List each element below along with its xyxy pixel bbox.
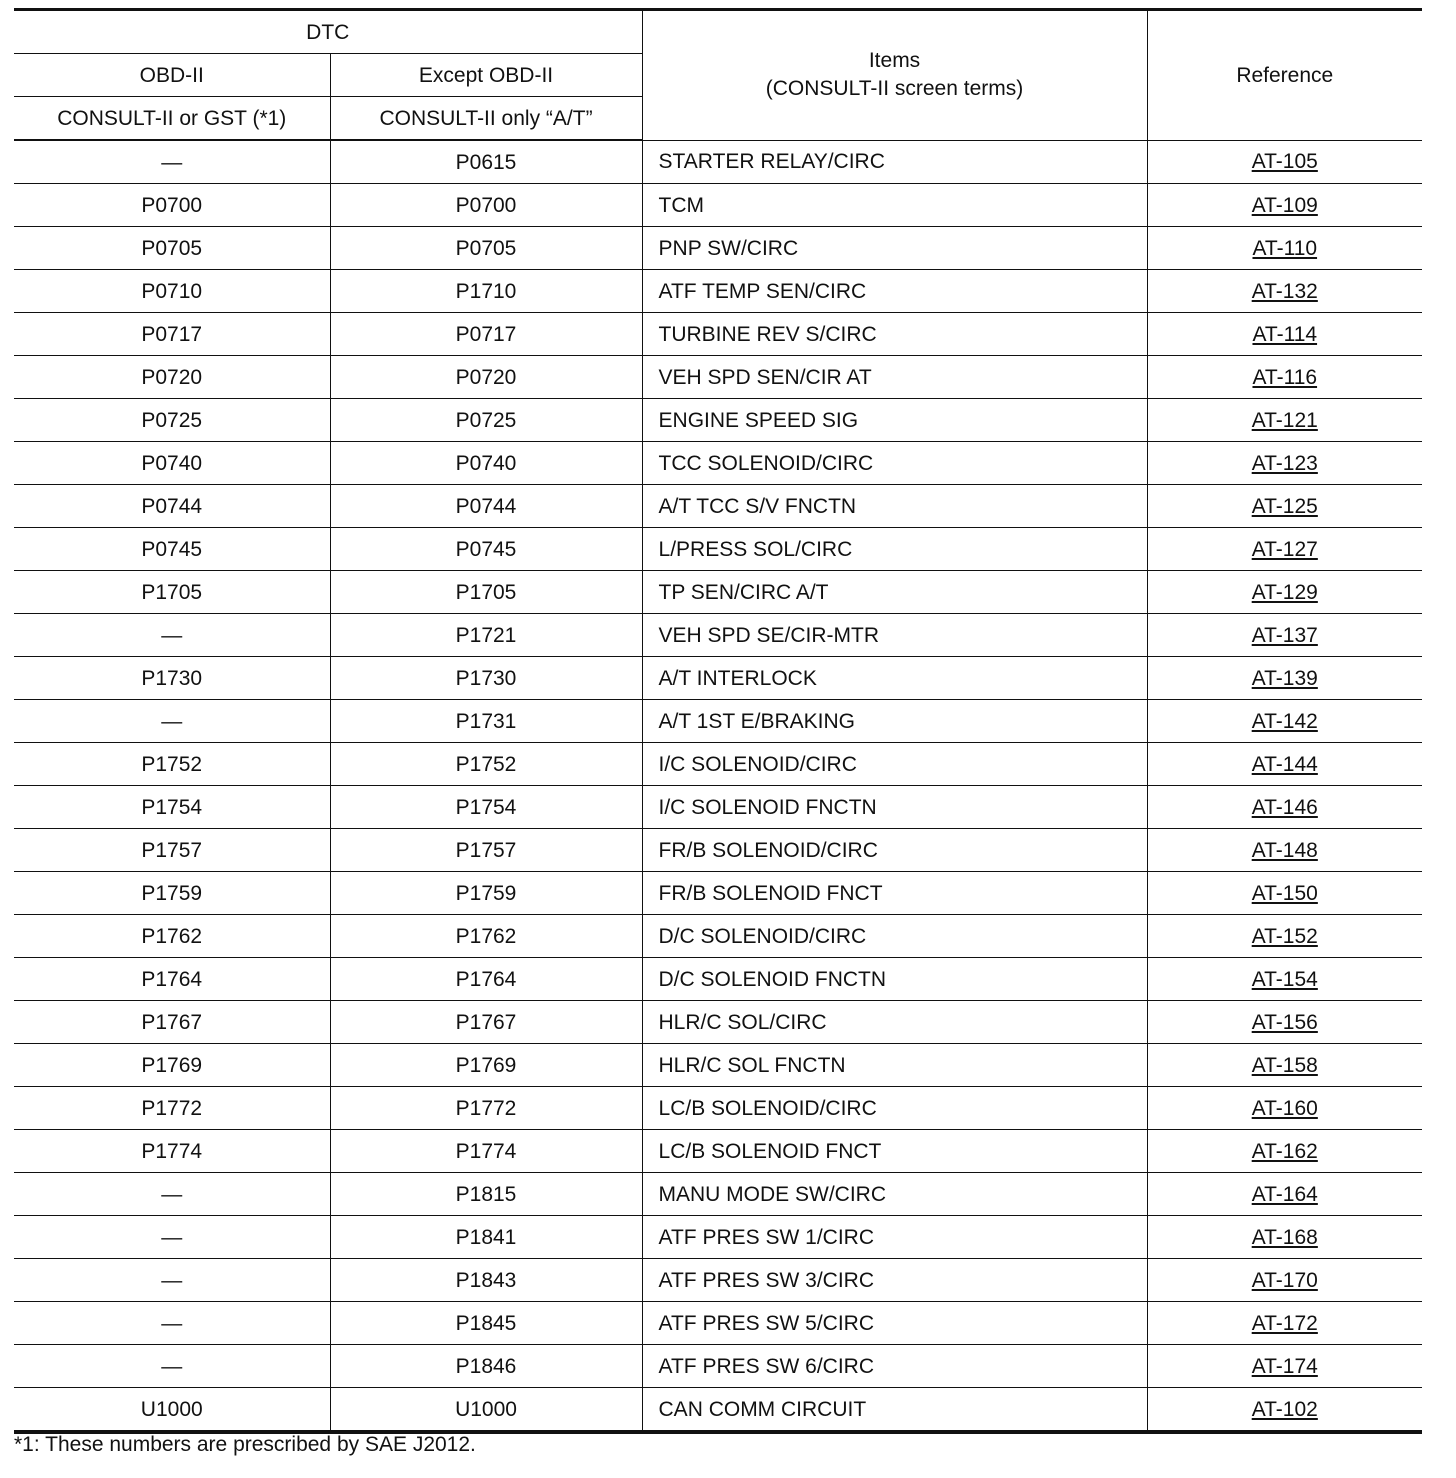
cell-item: HLR/C SOL FNCTN <box>642 1044 1147 1087</box>
cell-reference <box>1147 1087 1422 1130</box>
cell-item: FR/B SOLENOID/CIRC <box>642 829 1147 872</box>
table-row <box>14 1087 1422 1130</box>
table-row <box>14 614 1422 657</box>
reference-link[interactable]: AT-127 <box>1251 537 1318 561</box>
cell-reference <box>1147 700 1422 743</box>
cell-item: ATF TEMP SEN/CIRC <box>642 270 1147 313</box>
cell-obd-dtc: P0745 <box>14 528 330 571</box>
cell-item: TURBINE REV S/CIRC <box>642 313 1147 356</box>
cell-reference <box>1147 1388 1422 1433</box>
cell-except-obd-dtc: P1721 <box>330 614 642 657</box>
cell-obd-dtc: P1757 <box>14 829 330 872</box>
header-items <box>642 10 1147 141</box>
table-row <box>14 140 1422 184</box>
cell-item: TCM <box>642 184 1147 227</box>
cell-item: VEH SPD SEN/CIR AT <box>642 356 1147 399</box>
header-consult-or-gst: CONSULT-II or GST (*1) <box>14 97 330 141</box>
cell-except-obd-dtc: P0740 <box>330 442 642 485</box>
cell-except-obd-dtc: P1762 <box>330 915 642 958</box>
cell-obd-dtc: P0744 <box>14 485 330 528</box>
cell-except-obd-dtc: P0615 <box>330 140 642 184</box>
table-row <box>14 399 1422 442</box>
cell-obd-dtc: P1762 <box>14 915 330 958</box>
cell-obd-dtc: P0710 <box>14 270 330 313</box>
table-row <box>14 915 1422 958</box>
cell-except-obd-dtc: P0717 <box>330 313 642 356</box>
header-obd-ii: OBD-II <box>14 54 330 97</box>
cell-item: LC/B SOLENOID/CIRC <box>642 1087 1147 1130</box>
cell-except-obd-dtc: P1769 <box>330 1044 642 1087</box>
cell-except-obd-dtc: P1752 <box>330 743 642 786</box>
cell-obd-dtc: — <box>14 1259 330 1302</box>
cell-item: L/PRESS SOL/CIRC <box>642 528 1147 571</box>
cell-reference <box>1147 184 1422 227</box>
table-row <box>14 528 1422 571</box>
header-items-subtitle: (CONSULT-II screen terms) <box>765 77 1024 101</box>
cell-obd-dtc: P1752 <box>14 743 330 786</box>
cell-except-obd-dtc: P1730 <box>330 657 642 700</box>
cell-reference <box>1147 1216 1422 1259</box>
cell-reference <box>1147 485 1422 528</box>
cell-reference <box>1147 140 1422 184</box>
cell-item: I/C SOLENOID FNCTN <box>642 786 1147 829</box>
reference-link[interactable]: AT-146 <box>1251 795 1318 819</box>
cell-reference <box>1147 1044 1422 1087</box>
cell-except-obd-dtc: P1845 <box>330 1302 642 1345</box>
reference-link[interactable]: AT-139 <box>1251 666 1318 690</box>
cell-item: D/C SOLENOID/CIRC <box>642 915 1147 958</box>
table-row <box>14 485 1422 528</box>
cell-except-obd-dtc: P0720 <box>330 356 642 399</box>
cell-except-obd-dtc: P1774 <box>330 1130 642 1173</box>
reference-link[interactable]: AT-164 <box>1251 1182 1318 1206</box>
reference-link[interactable]: AT-142 <box>1251 709 1318 733</box>
table-row <box>14 829 1422 872</box>
cell-item: ENGINE SPEED SIG <box>642 399 1147 442</box>
header-reference: Reference <box>1147 10 1422 141</box>
cell-reference <box>1147 270 1422 313</box>
cell-obd-dtc: — <box>14 1345 330 1388</box>
cell-reference <box>1147 786 1422 829</box>
cell-item: ATF PRES SW 6/CIRC <box>642 1345 1147 1388</box>
cell-obd-dtc: P1769 <box>14 1044 330 1087</box>
reference-link[interactable]: AT-150 <box>1251 881 1318 905</box>
reference-link[interactable]: AT-148 <box>1251 838 1318 862</box>
cell-reference <box>1147 1302 1422 1345</box>
table-row <box>14 786 1422 829</box>
cell-item: VEH SPD SE/CIR-MTR <box>642 614 1147 657</box>
cell-reference <box>1147 571 1422 614</box>
table-row <box>14 184 1422 227</box>
cell-item: TCC SOLENOID/CIRC <box>642 442 1147 485</box>
reference-link[interactable]: AT-144 <box>1251 752 1318 776</box>
cell-except-obd-dtc: P1759 <box>330 872 642 915</box>
table-row <box>14 1216 1422 1259</box>
cell-reference <box>1147 356 1422 399</box>
table-row <box>14 442 1422 485</box>
table-row <box>14 700 1422 743</box>
reference-link[interactable]: AT-137 <box>1251 623 1318 647</box>
cell-obd-dtc: P1772 <box>14 1087 330 1130</box>
cell-item: FR/B SOLENOID FNCT <box>642 872 1147 915</box>
cell-reference <box>1147 227 1422 270</box>
cell-reference <box>1147 442 1422 485</box>
cell-item: PNP SW/CIRC <box>642 227 1147 270</box>
cell-reference <box>1147 1001 1422 1044</box>
cell-item: STARTER RELAY/CIRC <box>642 140 1147 184</box>
cell-obd-dtc: — <box>14 700 330 743</box>
cell-obd-dtc: — <box>14 1216 330 1259</box>
cell-obd-dtc: — <box>14 1302 330 1345</box>
cell-reference <box>1147 1130 1422 1173</box>
cell-item: CAN COMM CIRCUIT <box>642 1388 1147 1433</box>
cell-obd-dtc: U1000 <box>14 1388 330 1433</box>
cell-except-obd-dtc: P0745 <box>330 528 642 571</box>
reference-link[interactable]: AT-172 <box>1251 1311 1318 1335</box>
table-row <box>14 743 1422 786</box>
cell-item: A/T INTERLOCK <box>642 657 1147 700</box>
cell-obd-dtc: P0725 <box>14 399 330 442</box>
cell-item: A/T TCC S/V FNCTN <box>642 485 1147 528</box>
cell-reference <box>1147 528 1422 571</box>
cell-item: LC/B SOLENOID FNCT <box>642 1130 1147 1173</box>
cell-except-obd-dtc: P1731 <box>330 700 642 743</box>
reference-link[interactable]: AT-105 <box>1251 150 1318 174</box>
cell-reference <box>1147 958 1422 1001</box>
cell-except-obd-dtc: P0705 <box>330 227 642 270</box>
reference-link[interactable]: AT-174 <box>1251 1354 1318 1378</box>
table-row <box>14 571 1422 614</box>
dtc-table <box>14 8 1422 1434</box>
cell-obd-dtc: P1705 <box>14 571 330 614</box>
cell-except-obd-dtc: P1815 <box>330 1173 642 1216</box>
cell-obd-dtc: P0700 <box>14 184 330 227</box>
table-row <box>14 657 1422 700</box>
cell-obd-dtc: — <box>14 1173 330 1216</box>
reference-link[interactable]: AT-109 <box>1251 193 1318 217</box>
cell-obd-dtc: P0740 <box>14 442 330 485</box>
header-except-obd-ii: Except OBD-II <box>330 54 642 97</box>
cell-except-obd-dtc: P1846 <box>330 1345 642 1388</box>
reference-link[interactable]: AT-123 <box>1251 451 1318 475</box>
cell-item: ATF PRES SW 3/CIRC <box>642 1259 1147 1302</box>
reference-link[interactable]: AT-121 <box>1251 408 1318 432</box>
reference-link[interactable]: AT-162 <box>1251 1139 1318 1163</box>
reference-link[interactable]: AT-116 <box>1252 365 1318 389</box>
cell-reference <box>1147 829 1422 872</box>
table-row <box>14 1345 1422 1388</box>
cell-except-obd-dtc: P1710 <box>330 270 642 313</box>
cell-reference <box>1147 657 1422 700</box>
cell-except-obd-dtc: P1764 <box>330 958 642 1001</box>
dtc-table-body <box>14 140 1422 1432</box>
cell-item: TP SEN/CIRC A/T <box>642 571 1147 614</box>
cell-obd-dtc: P1774 <box>14 1130 330 1173</box>
reference-link[interactable]: AT-110 <box>1252 236 1318 260</box>
cell-except-obd-dtc: P1754 <box>330 786 642 829</box>
reference-link[interactable]: AT-129 <box>1251 580 1318 604</box>
cell-except-obd-dtc: P1772 <box>330 1087 642 1130</box>
cell-reference <box>1147 399 1422 442</box>
cell-except-obd-dtc: P1841 <box>330 1216 642 1259</box>
header-consult-only: CONSULT-II only “A/T” <box>330 97 642 141</box>
reference-link[interactable]: AT-114 <box>1252 322 1318 346</box>
cell-except-obd-dtc: U1000 <box>330 1388 642 1433</box>
cell-except-obd-dtc: P1757 <box>330 829 642 872</box>
cell-obd-dtc: P1764 <box>14 958 330 1001</box>
table-row <box>14 1044 1422 1087</box>
header-dtc: DTC <box>14 10 642 54</box>
cell-item: HLR/C SOL/CIRC <box>642 1001 1147 1044</box>
table-row <box>14 227 1422 270</box>
table-row <box>14 356 1422 399</box>
table-row <box>14 958 1422 1001</box>
cell-obd-dtc: P1759 <box>14 872 330 915</box>
table-row <box>14 1302 1422 1345</box>
table-row <box>14 313 1422 356</box>
reference-link[interactable]: AT-154 <box>1251 967 1318 991</box>
cell-except-obd-dtc: P0725 <box>330 399 642 442</box>
cell-obd-dtc: — <box>14 140 330 184</box>
cell-reference <box>1147 1173 1422 1216</box>
cell-obd-dtc: P0705 <box>14 227 330 270</box>
table-row <box>14 1259 1422 1302</box>
cell-except-obd-dtc: P1705 <box>330 571 642 614</box>
footnote: *1: These numbers are prescribed by SAE J2012. <box>14 1433 476 1456</box>
cell-reference <box>1147 1345 1422 1388</box>
reference-link[interactable]: AT-132 <box>1251 279 1318 303</box>
cell-item: MANU MODE SW/CIRC <box>642 1173 1147 1216</box>
cell-except-obd-dtc: P0700 <box>330 184 642 227</box>
cell-except-obd-dtc: P1767 <box>330 1001 642 1044</box>
reference-link[interactable]: AT-168 <box>1251 1225 1318 1249</box>
cell-obd-dtc: P1754 <box>14 786 330 829</box>
cell-reference <box>1147 614 1422 657</box>
table-row <box>14 1130 1422 1173</box>
cell-reference <box>1147 743 1422 786</box>
cell-item: ATF PRES SW 1/CIRC <box>642 1216 1147 1259</box>
table-row <box>14 1173 1422 1216</box>
table-row <box>14 270 1422 313</box>
cell-obd-dtc: P1767 <box>14 1001 330 1044</box>
cell-reference <box>1147 1259 1422 1302</box>
cell-obd-dtc: P0720 <box>14 356 330 399</box>
table-row <box>14 1388 1422 1433</box>
cell-obd-dtc: — <box>14 614 330 657</box>
cell-item: I/C SOLENOID/CIRC <box>642 743 1147 786</box>
cell-except-obd-dtc: P0744 <box>330 485 642 528</box>
reference-link[interactable]: AT-125 <box>1251 494 1318 518</box>
cell-obd-dtc: P1730 <box>14 657 330 700</box>
header-items-title: Items <box>868 49 921 73</box>
reference-link[interactable]: AT-160 <box>1251 1096 1318 1120</box>
cell-reference <box>1147 915 1422 958</box>
table-row <box>14 872 1422 915</box>
reference-link[interactable]: AT-158 <box>1251 1053 1318 1077</box>
reference-link[interactable]: AT-156 <box>1251 1010 1318 1034</box>
reference-link[interactable]: AT-152 <box>1251 924 1318 948</box>
cell-except-obd-dtc: P1843 <box>330 1259 642 1302</box>
table-row <box>14 1001 1422 1044</box>
cell-reference <box>1147 313 1422 356</box>
cell-obd-dtc: P0717 <box>14 313 330 356</box>
reference-link[interactable]: AT-102 <box>1251 1397 1318 1421</box>
reference-link[interactable]: AT-170 <box>1251 1268 1318 1292</box>
cell-item: A/T 1ST E/BRAKING <box>642 700 1147 743</box>
cell-item: D/C SOLENOID FNCTN <box>642 958 1147 1001</box>
cell-reference <box>1147 872 1422 915</box>
cell-item: ATF PRES SW 5/CIRC <box>642 1302 1147 1345</box>
